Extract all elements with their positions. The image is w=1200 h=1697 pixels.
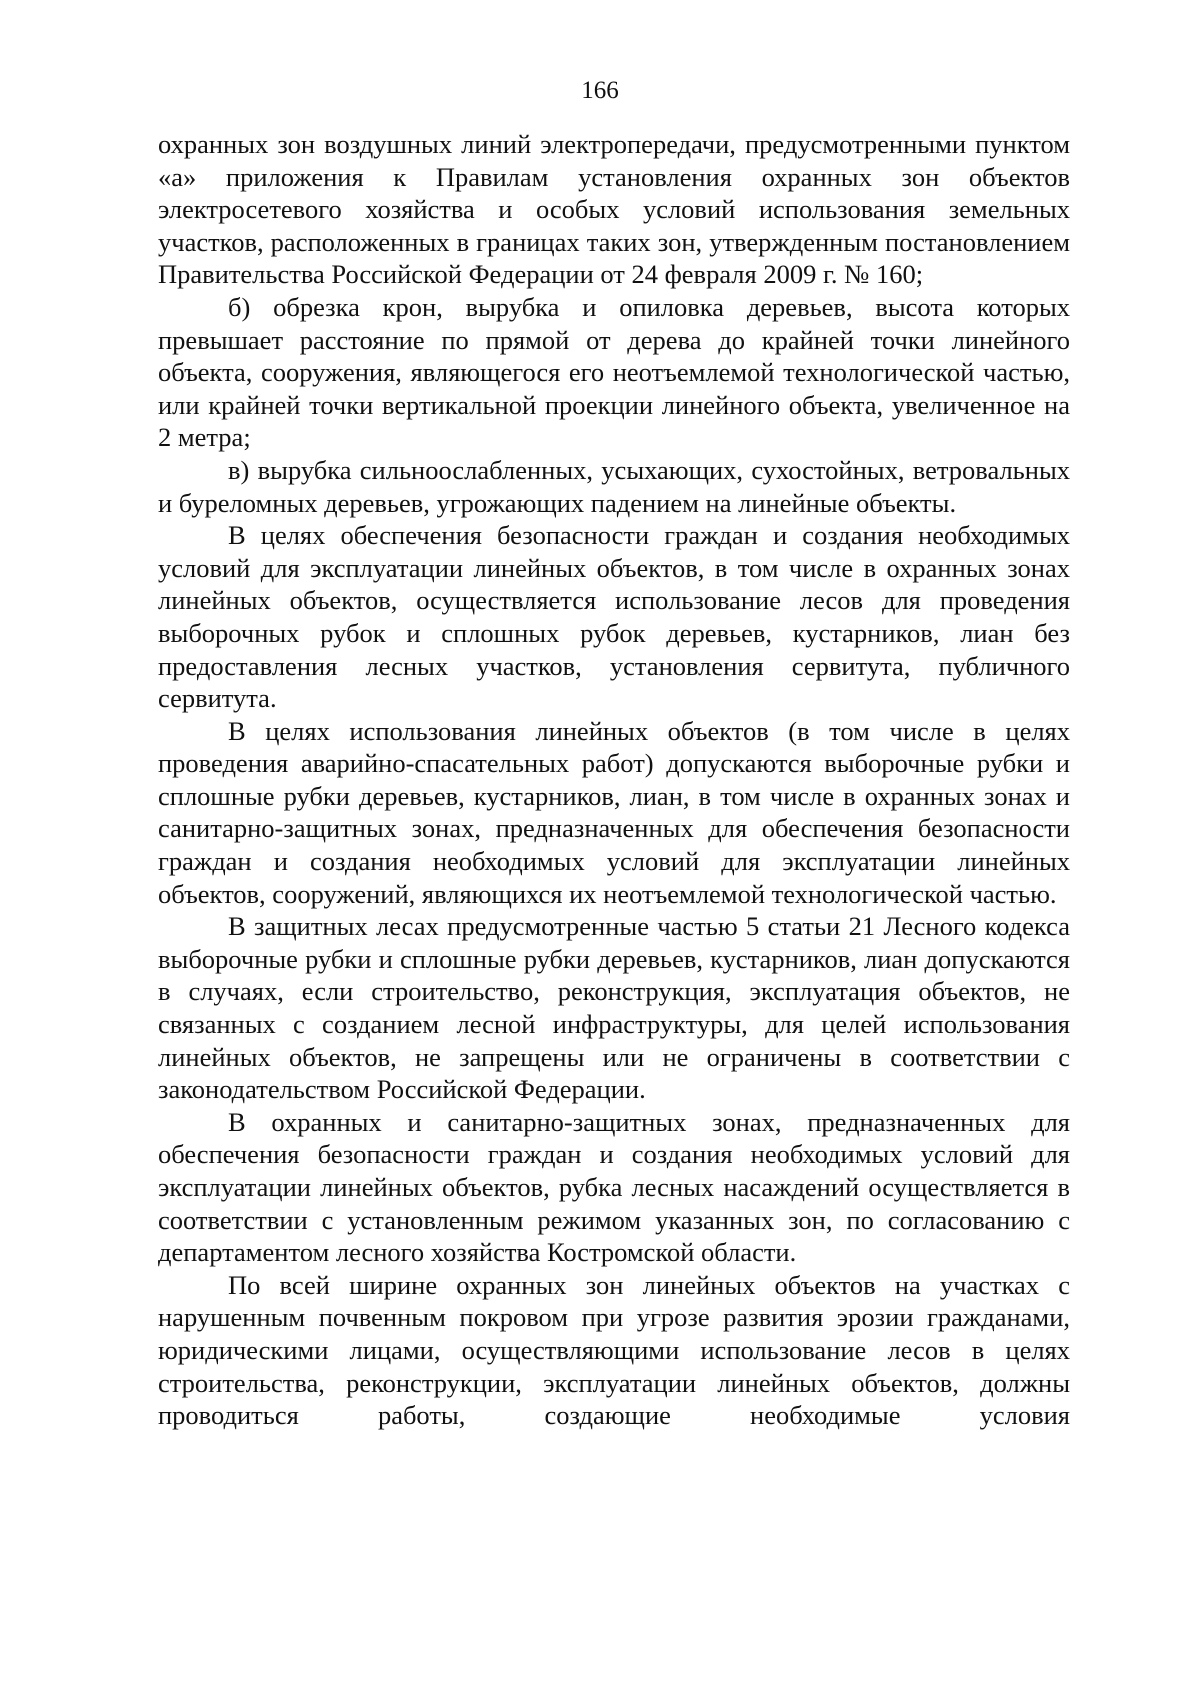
paragraph: В целях использования линейных объектов (в том числе в целях проведения аварийно-спасательных работ) допускаются выборочные рубки и сплошные рубки деревьев, кустарников, лиан, в том числе в охранных зонах и санитарно-защитных зонах, предназначенных для обеспечения безопасности граждан и создания необходимых условий для эксплуатации линейных объектов, сооружений, являющихся их неотъемлемой технологической частью. xyxy=(158,715,1070,909)
paragraph-item-v: в) вырубка сильноослабленных, усыхающих, сухостойных, ветровальных и буреломных деревьев, угрожающих падением на линейные объекты. xyxy=(158,454,1070,518)
paragraph: В охранных и санитарно-защитных зонах, предназначенных для обеспечения безопасности граждан и создания необходимых условий для эксплуатации линейных объектов, рубка лесных насаждений осуществляется в соответствии с установленным режимом указанных зон, по согласованию с департаментом лесного хозяйства Костромской области. xyxy=(158,1106,1070,1268)
document-body xyxy=(158,128,1070,1432)
paragraph-last: По всей ширине охранных зон линейных объектов на участках с нарушенным почвенным покровом при угрозе развития эрозии гражданами, юридическими лицами, осуществляющими использование лесов в целях строительства, реконструкции, эксплуатации линейных объектов, должны проводиться работы, создающие необходимые условия xyxy=(158,1269,1070,1431)
page-number: 166 xyxy=(581,77,619,104)
paragraph-continuation: охранных зон воздушных линий электропередачи, предусмотренными пунктом «а» приложения к Правилам установления охранных зон объектов электросетевого хозяйства и особых условий использования земельных участков, расположенных в границах таких зон, утвержденным постановлением Правительства Российской Федерации от 24 февраля 2009 г. № 160; xyxy=(158,129,1070,290)
paragraph-item-b: б) обрезка крон, вырубка и опиловка деревьев, высота которых превышает расстояние по прямой от дерева до крайней точки линейного объекта, сооружения, являющегося его неотъемлемой технологической частью, или крайней точки вертикальной проекции линейного объекта, увеличенное на 2 метра; xyxy=(158,291,1070,453)
paragraph: В целях обеспечения безопасности граждан и создания необходимых условий для эксплуатации линейных объектов, в том числе в охранных зонах линейных объектов, осуществляется использование лесов для проведения выборочных рубок и сплошных рубок деревьев, кустарников, лиан без предоставления лесных участков, установления сервитута, публичного сервитута. xyxy=(158,520,1070,714)
paragraph: В защитных лесах предусмотренные частью 5 статьи 21 Лесного кодекса выборочные рубки и сплошные рубки деревьев, кустарников, лиан допускаются в случаях, если строительство, реконструкция, эксплуатация объектов, не связанных с созданием лесной инфраструктуры, для целей использования линейных объектов, не запрещены или не ограничены в соответствии с законодательством Российской Федерации. xyxy=(158,911,1070,1105)
